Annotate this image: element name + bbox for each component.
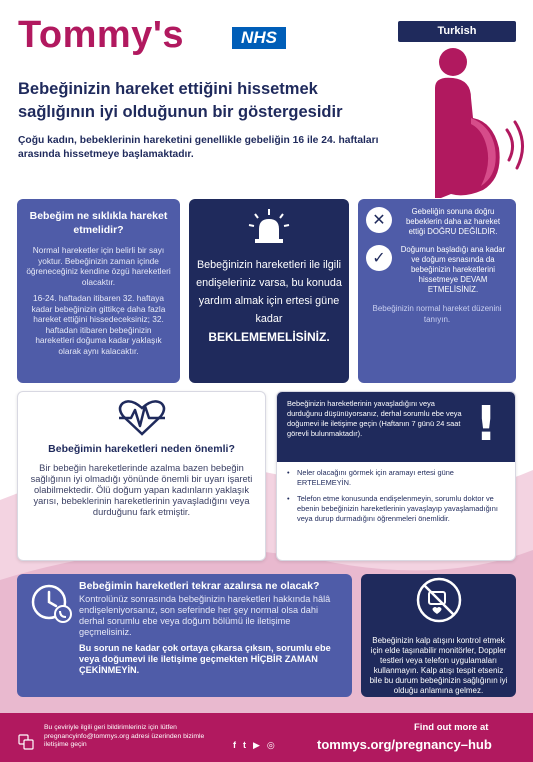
card-title: Bebeğimin hareketleri neden önemli?: [48, 443, 235, 455]
translate-icon: [18, 734, 34, 750]
myth-row: [366, 207, 508, 237]
pregnant-woman-illustration: [395, 48, 533, 198]
card-title: Bebeğim ne sıklıkla hareket etmelidir?: [29, 210, 168, 236]
heart-monitor-icon: [117, 400, 167, 436]
footer: [0, 713, 533, 762]
find-out-label: Find out more at: [414, 722, 489, 733]
card-title: Bebeğimin hareketleri tekrar azalırsa ne olacak?: [79, 580, 320, 592]
card-contact-midwife: [276, 391, 516, 561]
language-badge: Turkish: [398, 21, 516, 42]
card-note: Bebeğinizin normal hareket düzenini tanıyın.: [372, 304, 502, 324]
bullet-list: [277, 462, 515, 524]
page-title: Bebeğinizin hareket ettiğini hissetmek sağlığının iyi olduğunun bir göstergesidir: [18, 80, 343, 121]
card-myths: [358, 199, 516, 383]
card-paragraph: 16-24. haftadan itibaren 32. haftaya kadar bebeğinizin gittikçe daha fazla hareket ettiğini hissedeceksiniz; 32. haftadan itibaren bebeğinizin hareketleri doğuma kadar yaklaşık olarak aynı kalacaktır.: [31, 293, 166, 356]
card-no-home-doppler: [361, 574, 516, 697]
card-paragraph: Normal hareketler için belirli bir sayı yoktur. Bebeğinizin zaman içinde öğreneceğiniz kendine özgü hareketleri olacaktır.: [26, 245, 171, 287]
fact-row: [366, 245, 508, 295]
instagram-icon[interactable]: ◎: [266, 740, 275, 750]
no-doppler-icon: [415, 576, 463, 624]
exclamation-icon: !: [475, 396, 497, 452]
alarm-light-icon: [247, 209, 291, 243]
social-links: [233, 740, 275, 751]
tommys-logo: Tommy's: [18, 14, 184, 56]
twitter-icon[interactable]: t: [243, 740, 246, 750]
card-movement-frequency: [17, 199, 180, 383]
clock-phone-icon: [29, 580, 73, 624]
card-body: Bir bebeğin hareketlerinde azalma bazen bebeğin sağlığının iyi olmadığı yönünde önemli bir uyarı işareti olabilmektedir. Ölü doğum yapan kadınların yaklaşık yarısı, bebeklerinin hareketlerinin yavaşladığını veya durduğunu fark etmiştir.: [30, 463, 253, 517]
myth-text: Gebeliğin sonuna doğru bebeklerin daha az hareket ettiği DOĞRU DEĞİLDİR.: [405, 207, 501, 236]
card-why-important: [17, 391, 266, 561]
nhs-logo: NHS: [232, 27, 286, 49]
cross-icon: ✕: [366, 207, 392, 233]
youtube-icon[interactable]: ▶: [253, 740, 260, 750]
card-paragraph: Kontrolünüz sonrasında bebeğinizin hareketleri hakkında hâlâ endişeleniyorsanız, son seferinde her şey normal olsa dahi derhal sorumlu ebe veya doğum bölümü ile iletişime geçmelisiniz.: [79, 594, 331, 637]
fact-text: Doğumun başladığı ana kadar ve doğum esnasında da bebeğinizin hareketlerini hissetmeye DEVAM ETMELİSİNİZ.: [400, 245, 506, 294]
page-subtitle: Çoğu kadın, bebeklerinin hareketini genellikle gebeliğin 16 ile 24. haftaları arasında hissetmeye başlamaktadır.: [18, 135, 379, 160]
translation-feedback-note: Bu çeviriyle ilgili geri bildirimleriniz için lütfen pregnancyinfo@tommys.org adresi üzerinden bizimle iletişime geçin: [44, 724, 205, 748]
list-item: • Telefon etme konusunda endişelenmeyin, sorumlu doktor ve ebenin bebeğinizin hareketlerinin yavaşlayıp yavaşlamadığını veya durup durmadığını öğrenmeleri önemlidir.: [287, 494, 505, 524]
card-reduced-again: [17, 574, 352, 697]
card-header-text: Bebeğinizin hareketlerinin yavaşladığını veya durduğunu düşünüyorsanız, derhal sorumlu ebe veya doğumevi ile iletişime geçin (Haftanın 7 günü 24 saat görevli bulunmaktadır).: [287, 399, 462, 438]
facebook-icon[interactable]: f: [233, 740, 236, 750]
card-emphasis: BEKLEMEMELİSİNİZ.: [208, 330, 330, 344]
website-link[interactable]: tommys.org/pregnancy–hub: [317, 737, 492, 752]
card-header: [277, 392, 515, 462]
card-emphasis: Bu sorun ne kadar çok ortaya çıkarsa çıksın, sorumlu ebe veya doğumevi ile iletişime geçmekten HİÇBİR ZAMAN ÇEKİNMEYİN.: [79, 643, 331, 675]
check-icon: ✓: [366, 245, 392, 271]
list-item: • Neler olacağını görmek için aramayı ertesi güne ERTELEMEYİN.: [287, 468, 505, 488]
card-body: Bebeğinizin hareketleri ile ilgili endişeleriniz varsa, bu konuda yardım almak için ertesi güne kadar: [196, 259, 342, 325]
card-do-not-wait: [189, 199, 349, 383]
card-body: Bebeğinizin kalp atışını kontrol etmek için elde taşınabilir monitörler, Doppler testleri veya telefon uygulamaları kullanmayın. Kalp atışı tespit etseniz bile bu durum bebeğinizin sağlığının iyi olduğu anlamına gelmez.: [369, 636, 508, 695]
